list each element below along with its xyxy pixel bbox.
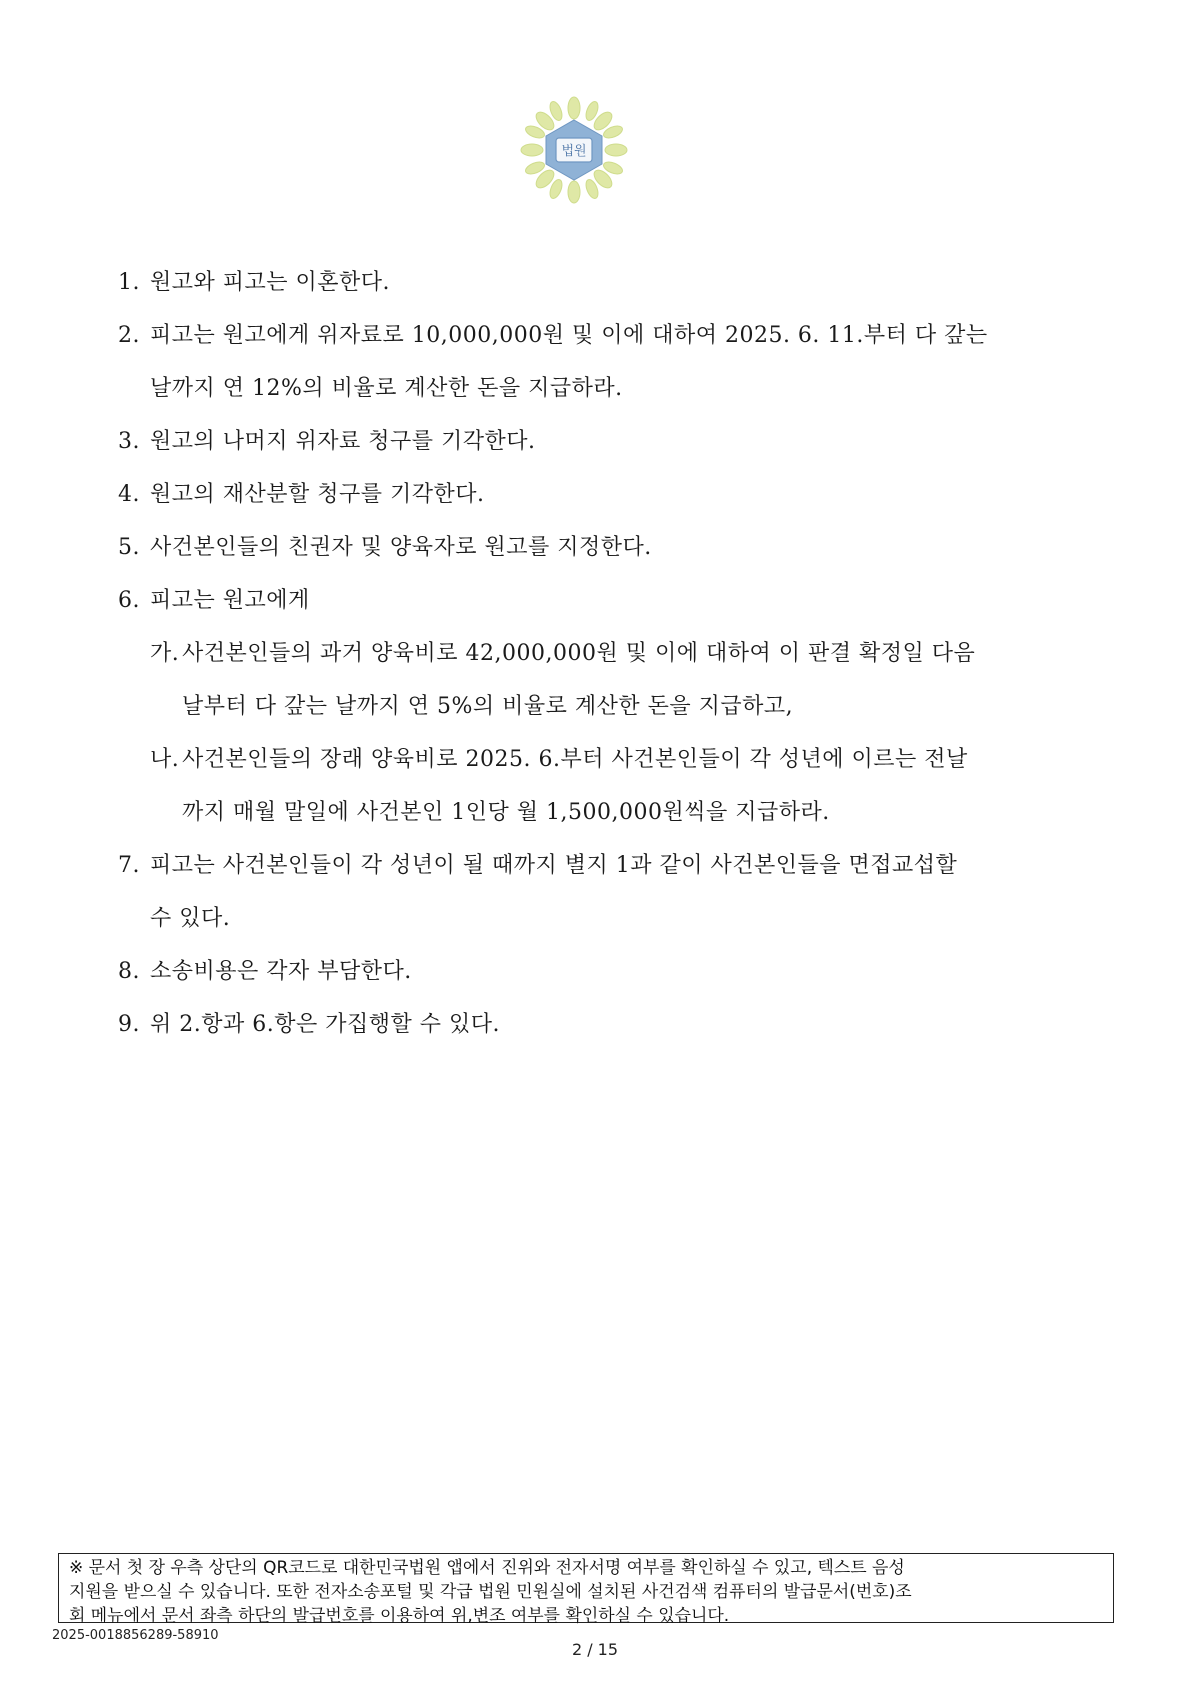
item-text: 소송비용은 각자 부담한다. bbox=[150, 959, 412, 984]
court-seal-icon bbox=[520, 96, 628, 204]
item-text: 원고의 나머지 위자료 청구를 기각한다. bbox=[150, 429, 536, 454]
verification-notice bbox=[58, 1553, 1114, 1626]
item-6-ga-continuation: 날부터 다 갚는 날까지 연 5%의 비율로 계산한 돈을 지급하고, bbox=[182, 694, 794, 719]
item-number: 2. bbox=[118, 323, 140, 348]
item-5 bbox=[118, 530, 652, 561]
item-7 bbox=[118, 848, 957, 879]
item-number: 1. bbox=[118, 270, 140, 295]
item-text: 사건본인들의 장래 양육비로 2025. 6.부터 사건본인들이 각 성년에 이르는 전날 bbox=[182, 747, 968, 772]
sub-item-marker: 가. bbox=[150, 641, 180, 666]
item-number: 4. bbox=[118, 482, 140, 507]
item-9 bbox=[118, 1007, 500, 1038]
sub-item-marker: 나. bbox=[150, 747, 180, 772]
notice-line-1: ※ 문서 첫 장 우측 상단의 QR코드로 대한민국법원 앱에서 진위와 전자서명 여부를 확인하실 수 있고, 텍스트 음성 bbox=[69, 1558, 905, 1578]
issue-number: 2025-0018856289-58910 bbox=[52, 1628, 219, 1643]
item-6-ga bbox=[150, 636, 975, 667]
item-text: 사건본인들의 친권자 및 양육자로 원고를 지정한다. bbox=[150, 535, 652, 560]
item-text: 사건본인들의 과거 양육비로 42,000,000원 및 이에 대하여 이 판결 확정일 다음 bbox=[182, 641, 976, 666]
notice-line-3: 회 메뉴에서 문서 좌측 하단의 발급번호를 이용하여 위,변조 여부를 확인하실 수 있습니다. bbox=[69, 1606, 730, 1626]
item-text: 피고는 사건본인들이 각 성년이 될 때까지 별지 1과 같이 사건본인들을 면접교섭할 bbox=[150, 853, 958, 878]
item-number: 8. bbox=[118, 959, 140, 984]
item-3 bbox=[118, 424, 536, 455]
item-text: 피고는 원고에게 bbox=[150, 588, 310, 613]
item-1 bbox=[118, 265, 390, 296]
item-8 bbox=[118, 954, 412, 985]
item-text: 원고의 재산분할 청구를 기각한다. bbox=[150, 482, 485, 507]
notice-line-2: 지원을 받으실 수 있습니다. 또한 전자소송포털 및 각급 법원 민원실에 설치된 사건검색 컴퓨터의 발급문서(번호)조 bbox=[69, 1582, 912, 1602]
item-2 bbox=[118, 318, 988, 349]
item-text: 위 2.항과 6.항은 가집행할 수 있다. bbox=[150, 1012, 500, 1037]
item-number: 7. bbox=[118, 853, 140, 878]
item-number: 5. bbox=[118, 535, 140, 560]
item-6-na-continuation: 까지 매월 말일에 사건본인 1인당 월 1,500,000원씩을 지급하라. bbox=[182, 800, 830, 825]
item-number: 9. bbox=[118, 1012, 140, 1037]
item-4 bbox=[118, 477, 485, 508]
item-7-continuation: 수 있다. bbox=[150, 906, 231, 931]
item-number: 6. bbox=[118, 588, 140, 613]
seal-label: 법원 bbox=[561, 144, 587, 159]
item-6-na bbox=[150, 742, 968, 773]
page-number: 2 / 15 bbox=[571, 1640, 619, 1659]
item-text: 원고와 피고는 이혼한다. bbox=[150, 270, 391, 295]
item-text: 피고는 원고에게 위자료로 10,000,000원 및 이에 대하여 2025. 6. 11.부터 다 갚는 bbox=[150, 323, 988, 348]
item-6 bbox=[118, 583, 310, 614]
item-number: 3. bbox=[118, 429, 140, 454]
item-2-continuation: 날까지 연 12%의 비율로 계산한 돈을 지급하라. bbox=[150, 376, 623, 401]
